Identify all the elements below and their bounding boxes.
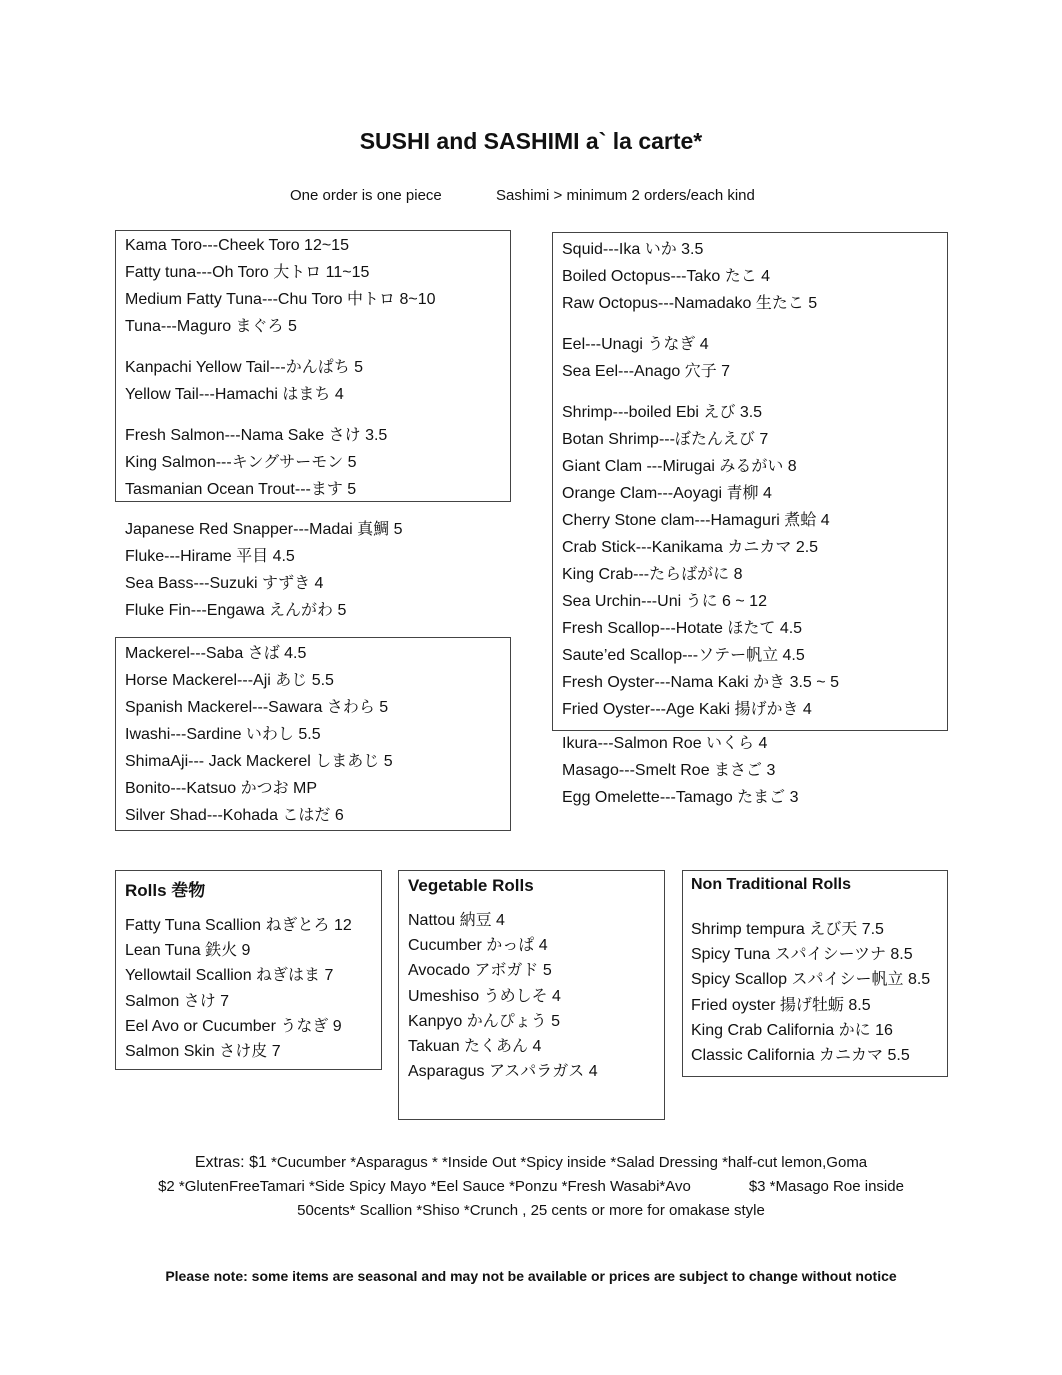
extras-1-dollar-items: *Cucumber *Asparagus * *Inside Out *Spicy inside *Salad Dressing *half-cut lemon,Goma <box>266 1154 868 1171</box>
extras-line-3: 50cents* Scallion *Shiso *Crunch , 25 cents or more for omakase style <box>297 1202 765 1219</box>
roll-item: Cucumber かっぱ 4 <box>408 937 548 955</box>
menu-item: Squid---Ika いか 3.5 <box>562 241 704 258</box>
non-traditional-rolls-title: Non Traditional Rolls <box>691 876 852 893</box>
menu-item: Kama Toro---Cheek Toro 12~15 <box>125 237 349 254</box>
roll-item: Umeshiso うめしそ 4 <box>408 987 561 1005</box>
roe-egg-list <box>562 730 799 811</box>
menu-item: Fluke---Hirame 平目 4.5 <box>125 548 295 565</box>
extras-line-1 <box>0 1151 1062 1175</box>
roll-item: Spicy Tuna スパイシーツナ 8.5 <box>691 946 913 964</box>
seafood-box <box>552 232 948 731</box>
menu-item: Spanish Mackerel---Sawara さわら 5 <box>125 699 389 716</box>
menu-item: Fluke Fin---Engawa えんがわ 5 <box>125 602 347 619</box>
menu-item: Fatty tuna---Oh Toro 大トロ 11~15 <box>125 264 370 281</box>
rolls-box <box>115 870 382 1070</box>
vegetable-rolls-title: Vegetable Rolls <box>408 876 534 895</box>
menu-item: Fried Oyster---Age Kaki 揚げかき 4 <box>562 701 812 718</box>
menu-item: Japanese Red Snapper---Madai 真鯛 5 <box>125 521 403 538</box>
roll-item: Fried oyster 揚げ牡蛎 8.5 <box>691 996 871 1014</box>
menu-item: Shrimp---boiled Ebi えび 3.5 <box>562 404 763 421</box>
roll-item: Nattou 納豆 4 <box>408 912 505 929</box>
roll-item: Eel Avo or Cucumber うなぎ 9 <box>125 1017 342 1035</box>
roll-item: Spicy Scallop スパイシー帆立 8.5 <box>691 971 931 989</box>
menu-item: Giant Clam ---Mirugai みるがい 8 <box>562 458 797 475</box>
menu-item: ShimaAji--- Jack Mackerel しまあじ 5 <box>125 753 393 770</box>
menu-item: Fresh Salmon---Nama Sake さけ 3.5 <box>125 427 388 444</box>
menu-item: Tuna---Maguro まぐろ 5 <box>125 318 297 335</box>
roll-item: King Crab California かに 16 <box>691 1021 893 1039</box>
seasonal-notice: Please note: some items are seasonal and may not be available or prices are subject to change without notice <box>165 1268 897 1284</box>
menu-item: Crab Stick---Kanikama カニカマ 2.5 <box>562 539 819 556</box>
menu-item: Ikura---Salmon Roe いくら 4 <box>562 735 768 752</box>
roll-item: Salmon Skin さけ皮 7 <box>125 1043 281 1061</box>
menu-item: Cherry Stone clam---Hamaguri 煮蛤 4 <box>562 512 830 529</box>
roll-item: Shrimp tempura えび天 7.5 <box>691 921 884 938</box>
menu-item: Yellow Tail---Hamachi はまち 4 <box>125 386 344 403</box>
extras-3-dollar-items: $3 *Masago Roe inside <box>748 1178 904 1195</box>
menu-item: Botan Shrimp---ぼたんえび 7 <box>562 431 769 448</box>
roll-item: Asparagus アスパラガス 4 <box>408 1063 598 1081</box>
extras-line-2 <box>0 1175 1062 1199</box>
menu-item: Kanpachi Yellow Tail---かんぱち 5 <box>125 359 364 376</box>
menu-title: SUSHI and SASHIMI a` la carte* <box>359 128 703 154</box>
menu-item: Silver Shad---Kohada こはだ 6 <box>125 807 344 824</box>
vegetable-rolls-box <box>398 870 665 1120</box>
subtitle-sashimi-note: Sashimi > minimum 2 orders/each kind <box>496 187 755 204</box>
menu-item: Iwashi---Sardine いわし 5.5 <box>125 726 321 743</box>
menu-item: Mackerel---Saba さば 4.5 <box>125 645 307 662</box>
menu-item: Sea Urchin---Uni うに 6 ~ 12 <box>562 593 767 610</box>
menu-item: Masago---Smelt Roe まさご 3 <box>562 762 776 779</box>
menu-item: King Crab---たらばがに 8 <box>562 566 743 583</box>
roll-item: Avocado アボガド 5 <box>408 962 552 980</box>
rolls-title: Rolls 巻物 <box>125 881 206 900</box>
menu-item: King Salmon---キングサーモン 5 <box>125 454 357 471</box>
menu-item: Medium Fatty Tuna---Chu Toro 中トロ 8~10 <box>125 291 436 308</box>
white-fish-list <box>125 516 402 624</box>
menu-item: Raw Octopus---Namadako 生たこ 5 <box>562 295 818 312</box>
roll-item: Lean Tuna 鉄火 9 <box>125 942 251 960</box>
menu-item: Fresh Oyster---Nama Kaki かき 3.5 ~ 5 <box>562 674 839 691</box>
menu-item: Eel---Unagi うなぎ 4 <box>562 336 709 353</box>
mackerel-box <box>115 637 511 831</box>
roll-item: Yellowtail Scallion ねぎはま 7 <box>125 967 334 985</box>
menu-item: Bonito---Katsuo かつお MP <box>125 780 318 797</box>
menu-item: Fresh Scallop---Hotate ほたて 4.5 <box>562 620 803 637</box>
menu-item: Tasmanian Ocean Trout---ます 5 <box>125 481 357 498</box>
menu-item: Saute’ed Scallop---ソテー帆立 4.5 <box>562 647 805 664</box>
tuna-salmon-box <box>115 230 511 502</box>
menu-item: Orange Clam---Aoyagi 青柳 4 <box>562 485 772 502</box>
extras-2-dollar-items: $2 *GlutenFreeTamari *Side Spicy Mayo *Eel Sauce *Ponzu *Fresh Wasabi*Avo <box>158 1178 691 1195</box>
roll-item: Takuan たくあん 4 <box>408 1038 542 1056</box>
roll-item: Classic California カニカマ 5.5 <box>691 1047 910 1065</box>
roll-item: Salmon さけ 7 <box>125 992 230 1010</box>
menu-item: Egg Omelette---Tamago たまご 3 <box>562 789 799 806</box>
roll-item: Kanpyo かんぴょう 5 <box>408 1012 561 1030</box>
subtitle-order-note: One order is one piece <box>290 187 442 204</box>
roll-item: Fatty Tuna Scallion ねぎとろ 12 <box>125 917 352 934</box>
menu-item: Sea Eel---Anago 穴子 7 <box>562 363 731 380</box>
non-traditional-rolls-box <box>682 870 948 1077</box>
extras-label: Extras: $1 <box>194 1154 267 1171</box>
extras-section <box>0 1151 1062 1223</box>
menu-item: Boiled Octopus---Tako たこ 4 <box>562 268 771 285</box>
menu-item: Horse Mackerel---Aji あじ 5.5 <box>125 672 334 689</box>
menu-item: Sea Bass---Suzuki すずき 4 <box>125 575 324 592</box>
